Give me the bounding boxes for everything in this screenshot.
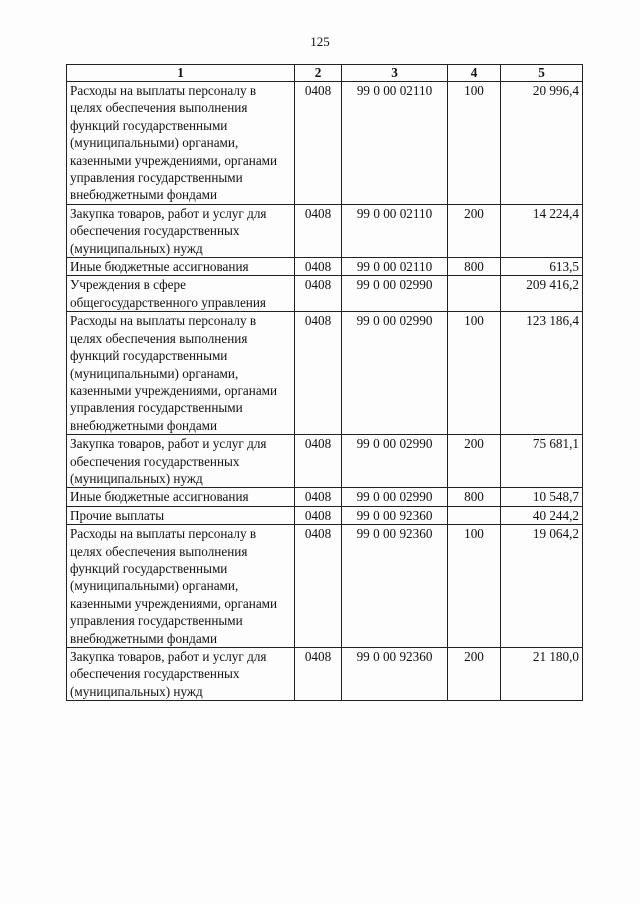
row-target-code: 99 0 00 02110	[342, 204, 448, 257]
row-amount: 21 180,0	[501, 648, 583, 701]
row-amount: 20 996,4	[501, 82, 583, 205]
row-section-code: 0408	[295, 435, 342, 488]
header-col-3: 3	[342, 65, 448, 82]
header-col-4: 4	[448, 65, 501, 82]
row-amount: 613,5	[501, 258, 583, 276]
row-section-code: 0408	[295, 204, 342, 257]
row-amount: 19 064,2	[501, 525, 583, 648]
row-expense-type: 100	[448, 525, 501, 648]
row-section-code: 0408	[295, 506, 342, 524]
row-name: Закупка товаров, работ и услуг для обеспечения государственных (муниципальных) нужд	[67, 204, 295, 257]
row-section-code: 0408	[295, 312, 342, 435]
row-target-code: 99 0 00 02990	[342, 488, 448, 506]
budget-table	[66, 64, 583, 701]
header-col-5: 5	[501, 65, 583, 82]
row-name: Иные бюджетные ассигнования	[67, 488, 295, 506]
row-name: Расходы на выплаты персоналу в целях обеспечения выполнения функций государственными (муниципальными) органами, казенными учреждениями, органами управления государственными внебюджетными фондами	[67, 525, 295, 648]
row-amount: 10 548,7	[501, 488, 583, 506]
row-expense-type: 200	[448, 204, 501, 257]
table-row	[67, 276, 583, 312]
row-amount: 40 244,2	[501, 506, 583, 524]
row-section-code: 0408	[295, 488, 342, 506]
row-amount: 209 416,2	[501, 276, 583, 312]
row-expense-type	[448, 506, 501, 524]
row-section-code: 0408	[295, 276, 342, 312]
row-name: Расходы на выплаты персоналу в целях обеспечения выполнения функций государственными (муниципальными) органами, казенными учреждениями, органами управления государственными внебюджетными фондами	[67, 82, 295, 205]
table-row	[67, 506, 583, 524]
row-target-code: 99 0 00 92360	[342, 506, 448, 524]
row-name: Расходы на выплаты персоналу в целях обеспечения выполнения функций государственными (муниципальными) органами, казенными учреждениями, органами управления государственными внебюджетными фондами	[67, 312, 295, 435]
row-name: Учреждения в сфере общегосударственного управления	[67, 276, 295, 312]
row-target-code: 99 0 00 02110	[342, 82, 448, 205]
header-col-1: 1	[67, 65, 295, 82]
row-expense-type	[448, 276, 501, 312]
table-row	[67, 525, 583, 648]
row-expense-type: 800	[448, 488, 501, 506]
row-target-code: 99 0 00 02110	[342, 258, 448, 276]
table-row	[67, 488, 583, 506]
row-target-code: 99 0 00 02990	[342, 435, 448, 488]
page-number: 125	[310, 34, 330, 49]
row-amount: 123 186,4	[501, 312, 583, 435]
row-expense-type: 100	[448, 82, 501, 205]
table-row	[67, 435, 583, 488]
row-expense-type: 200	[448, 648, 501, 701]
header-col-2: 2	[295, 65, 342, 82]
row-amount: 14 224,4	[501, 204, 583, 257]
row-target-code: 99 0 00 92360	[342, 648, 448, 701]
table-row	[67, 204, 583, 257]
row-name: Иные бюджетные ассигнования	[67, 258, 295, 276]
row-expense-type: 100	[448, 312, 501, 435]
row-amount: 75 681,1	[501, 435, 583, 488]
row-section-code: 0408	[295, 82, 342, 205]
row-name: Закупка товаров, работ и услуг для обеспечения государственных (муниципальных) нужд	[67, 435, 295, 488]
row-expense-type: 800	[448, 258, 501, 276]
row-name: Закупка товаров, работ и услуг для обеспечения государственных (муниципальных) нужд	[67, 648, 295, 701]
row-target-code: 99 0 00 02990	[342, 312, 448, 435]
row-section-code: 0408	[295, 525, 342, 648]
row-section-code: 0408	[295, 258, 342, 276]
table-row	[67, 258, 583, 276]
row-target-code: 99 0 00 92360	[342, 525, 448, 648]
row-name: Прочие выплаты	[67, 506, 295, 524]
header-row	[67, 65, 583, 82]
row-section-code: 0408	[295, 648, 342, 701]
row-expense-type: 200	[448, 435, 501, 488]
row-target-code: 99 0 00 02990	[342, 276, 448, 312]
table-row	[67, 648, 583, 701]
table-row	[67, 82, 583, 205]
table-row	[67, 312, 583, 435]
